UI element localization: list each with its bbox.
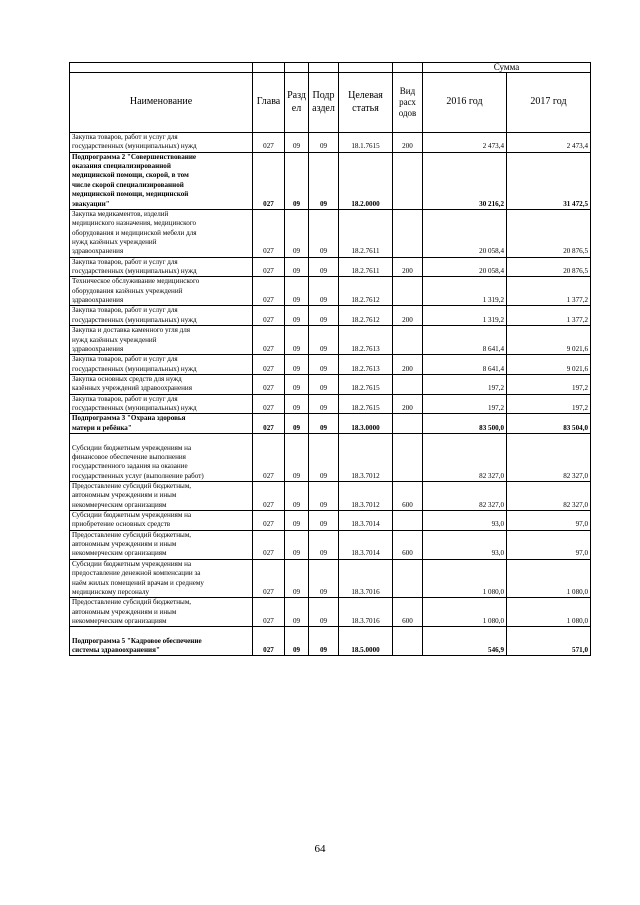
row-chapter: 027: [253, 598, 285, 627]
row-subsection: 09: [309, 152, 339, 209]
row-chapter: 027: [253, 414, 285, 434]
row-target-item: 18.1.7615: [339, 133, 393, 153]
row-amount-2016: 1 319,2: [423, 306, 507, 326]
row-section: 09: [285, 277, 309, 306]
row-amount-2016: 83 500,0: [423, 414, 507, 434]
row-amount-2017: 97,0: [507, 511, 591, 531]
row-chapter: 027: [253, 355, 285, 375]
table-row: [70, 152, 591, 209]
header-expense-type: Вид расх одов: [393, 73, 423, 133]
row-subsection: 09: [309, 326, 339, 355]
row-subsection: 09: [309, 133, 339, 153]
row-target-item: 18.3.7012: [339, 481, 393, 510]
row-amount-2017: 197,2: [507, 374, 591, 394]
header-blank-cell: [393, 63, 423, 73]
row-amount-2017: 197,2: [507, 394, 591, 414]
row-amount-2017: 2 473,4: [507, 133, 591, 153]
row-target-item: 18.2.0000: [339, 152, 393, 209]
row-chapter: 027: [253, 559, 285, 597]
row-amount-2017: 1 377,2: [507, 277, 591, 306]
row-amount-2017: 82 327,0: [507, 434, 591, 482]
row-amount-2017: 571,0: [507, 627, 591, 656]
row-section: 09: [285, 152, 309, 209]
row-amount-2016: 20 058,4: [423, 209, 507, 257]
row-subsection: 09: [309, 277, 339, 306]
header-blank-cell: [253, 63, 285, 73]
row-subsection: 09: [309, 306, 339, 326]
page-number: 64: [314, 843, 326, 855]
row-section: 09: [285, 598, 309, 627]
row-name: Подпрограмма 2 "Совершенствование оказания специализированной медицинской помощи, скорой, в том числе скорой специализированной медицинской помощи, медицинской эвакуации": [70, 152, 253, 209]
row-chapter: 027: [253, 374, 285, 394]
table-row: [70, 326, 591, 355]
row-amount-2016: 546,9: [423, 627, 507, 656]
row-section: 09: [285, 530, 309, 559]
row-expense-type: [393, 374, 423, 394]
header-sum: Сумма: [423, 63, 591, 73]
header-blank-cell: [339, 63, 393, 73]
row-chapter: 027: [253, 511, 285, 531]
row-section: 09: [285, 414, 309, 434]
row-target-item: 18.3.7016: [339, 559, 393, 597]
row-target-item: 18.2.7612: [339, 277, 393, 306]
header-name: Наименование: [70, 73, 253, 133]
table-row: [70, 559, 591, 597]
row-target-item: 18.2.7612: [339, 306, 393, 326]
table-row: [70, 394, 591, 414]
row-expense-type: 200: [393, 306, 423, 326]
header-main-row: [70, 73, 591, 133]
row-name: Закупка и доставка каменного угля для нужд казённых учреждений здравоохранения: [70, 326, 253, 355]
table-row: [70, 414, 591, 434]
row-name: Закупка товаров, работ и услуг для государственных (муниципальных) нужд: [70, 257, 253, 277]
row-name: Субсидии бюджетным учреждениям на финансовое обеспечение выполнения государственного задания на оказание государственных услуг (выполнение работ): [70, 434, 253, 482]
table-row: [70, 598, 591, 627]
row-chapter: 027: [253, 627, 285, 656]
row-amount-2016: 1 080,0: [423, 598, 507, 627]
header-year-2016: 2016 год: [423, 73, 507, 133]
row-chapter: 027: [253, 277, 285, 306]
row-name: Субсидии бюджетным учреждениям на предоставление денежной компенсации за наём жилых помещений врачам и среднему медицинскому персоналу: [70, 559, 253, 597]
row-section: 09: [285, 326, 309, 355]
header-target-item: Целевая статья: [339, 73, 393, 133]
table-row: [70, 355, 591, 375]
row-expense-type: [393, 209, 423, 257]
table-row: [70, 530, 591, 559]
row-amount-2016: 8 641,4: [423, 326, 507, 355]
row-name: Закупка медикаментов, изделий медицинского назначения, медицинского оборудования и медицинской мебели для нужд казённых учреждений здравоохранения: [70, 209, 253, 257]
row-amount-2016: 93,0: [423, 530, 507, 559]
row-amount-2017: 1 080,0: [507, 598, 591, 627]
row-subsection: 09: [309, 511, 339, 531]
row-target-item: 18.3.7012: [339, 434, 393, 482]
row-subsection: 09: [309, 598, 339, 627]
header-blank-cell: [70, 63, 253, 73]
row-expense-type: [393, 152, 423, 209]
row-amount-2016: 8 641,4: [423, 355, 507, 375]
row-section: 09: [285, 257, 309, 277]
row-amount-2016: 1 319,2: [423, 277, 507, 306]
header-section: Разд ел: [285, 73, 309, 133]
row-subsection: 09: [309, 374, 339, 394]
row-amount-2017: 97,0: [507, 530, 591, 559]
row-section: 09: [285, 627, 309, 656]
table-row: [70, 434, 591, 482]
row-section: 09: [285, 374, 309, 394]
header-chapter: Глава: [253, 73, 285, 133]
row-section: 09: [285, 559, 309, 597]
row-name: Предоставление субсидий бюджетным, автономным учреждениям и иным некоммерческим организациям: [70, 481, 253, 510]
row-name: Предоставление субсидий бюджетным, автономным учреждениям и иным некоммерческим организациям: [70, 530, 253, 559]
row-expense-type: 200: [393, 394, 423, 414]
row-amount-2016: 30 216,2: [423, 152, 507, 209]
row-expense-type: [393, 277, 423, 306]
row-amount-2017: 9 021,6: [507, 355, 591, 375]
row-target-item: 18.3.7016: [339, 598, 393, 627]
row-subsection: 09: [309, 394, 339, 414]
row-section: 09: [285, 209, 309, 257]
row-expense-type: 600: [393, 598, 423, 627]
row-expense-type: [393, 326, 423, 355]
row-section: 09: [285, 511, 309, 531]
table-row: [70, 374, 591, 394]
table-body: [70, 133, 591, 656]
row-amount-2016: 197,2: [423, 374, 507, 394]
header-year-2017: 2017 год: [507, 73, 591, 133]
row-amount-2017: 9 021,6: [507, 326, 591, 355]
row-amount-2016: 20 058,4: [423, 257, 507, 277]
row-chapter: 027: [253, 481, 285, 510]
row-subsection: 09: [309, 559, 339, 597]
row-amount-2016: 197,2: [423, 394, 507, 414]
row-section: 09: [285, 355, 309, 375]
row-amount-2016: 1 080,0: [423, 559, 507, 597]
row-name: Закупка товаров, работ и услуг для государственных (муниципальных) нужд: [70, 306, 253, 326]
row-subsection: 09: [309, 257, 339, 277]
row-amount-2017: 20 876,5: [507, 209, 591, 257]
row-subsection: 09: [309, 209, 339, 257]
row-chapter: 027: [253, 394, 285, 414]
header-subsection: Подр аздел: [309, 73, 339, 133]
row-expense-type: [393, 627, 423, 656]
row-target-item: 18.2.7611: [339, 257, 393, 277]
row-amount-2016: 82 327,0: [423, 434, 507, 482]
row-expense-type: [393, 559, 423, 597]
row-name: Закупка основных средств для нужд казённых учреждений здравоохранения: [70, 374, 253, 394]
row-name: Закупка товаров, работ и услуг для государственных (муниципальных) нужд: [70, 133, 253, 153]
row-expense-type: [393, 511, 423, 531]
row-name: Закупка товаров, работ и услуг для государственных (муниципальных) нужд: [70, 355, 253, 375]
row-name: Техническое обслуживание медицинского оборудования казённых учреждений здравоохранения: [70, 277, 253, 306]
row-subsection: 09: [309, 530, 339, 559]
row-amount-2017: 1 377,2: [507, 306, 591, 326]
header-blank-cell: [285, 63, 309, 73]
row-name: Подпрограмма 3 "Охрана здоровья матери и ребёнка": [70, 414, 253, 434]
row-name: Предоставление субсидий бюджетным, автономным учреждениям и иным некоммерческим организациям: [70, 598, 253, 627]
row-amount-2016: 2 473,4: [423, 133, 507, 153]
row-chapter: 027: [253, 306, 285, 326]
row-chapter: 027: [253, 133, 285, 153]
row-name: Подпрограмма 5 "Кадровое обеспечение системы здравоохранения": [70, 627, 253, 656]
table-header: [70, 63, 591, 133]
row-amount-2016: 82 327,0: [423, 481, 507, 510]
row-expense-type: 200: [393, 355, 423, 375]
row-chapter: 027: [253, 530, 285, 559]
row-amount-2017: 83 504,0: [507, 414, 591, 434]
row-target-item: 18.2.7615: [339, 394, 393, 414]
row-amount-2017: 82 327,0: [507, 481, 591, 510]
row-subsection: 09: [309, 627, 339, 656]
table-row: [70, 627, 591, 656]
row-target-item: 18.3.7014: [339, 511, 393, 531]
row-target-item: 18.2.7613: [339, 355, 393, 375]
row-section: 09: [285, 434, 309, 482]
table-row: [70, 133, 591, 153]
row-subsection: 09: [309, 414, 339, 434]
table-row: [70, 277, 591, 306]
row-expense-type: 600: [393, 481, 423, 510]
row-target-item: 18.2.7611: [339, 209, 393, 257]
row-chapter: 027: [253, 152, 285, 209]
row-amount-2017: 1 080,0: [507, 559, 591, 597]
row-target-item: 18.5.0000: [339, 627, 393, 656]
row-target-item: 18.2.7613: [339, 326, 393, 355]
header-blank-cell: [309, 63, 339, 73]
row-amount-2017: 31 472,5: [507, 152, 591, 209]
table-row: [70, 209, 591, 257]
row-name: Закупка товаров, работ и услуг для государственных (муниципальных) нужд: [70, 394, 253, 414]
row-expense-type: 200: [393, 257, 423, 277]
row-chapter: 027: [253, 209, 285, 257]
row-chapter: 027: [253, 434, 285, 482]
row-section: 09: [285, 306, 309, 326]
row-expense-type: 600: [393, 530, 423, 559]
table-row: [70, 481, 591, 510]
row-subsection: 09: [309, 434, 339, 482]
header-top-row: [70, 63, 591, 73]
row-target-item: 18.2.7615: [339, 374, 393, 394]
row-expense-type: [393, 434, 423, 482]
row-subsection: 09: [309, 355, 339, 375]
table-row: [70, 511, 591, 531]
row-expense-type: [393, 414, 423, 434]
table-row: [70, 306, 591, 326]
row-amount-2016: 93,0: [423, 511, 507, 531]
row-section: 09: [285, 481, 309, 510]
budget-table: [69, 62, 591, 656]
row-section: 09: [285, 133, 309, 153]
row-chapter: 027: [253, 257, 285, 277]
row-amount-2017: 20 876,5: [507, 257, 591, 277]
row-target-item: 18.3.7014: [339, 530, 393, 559]
row-chapter: 027: [253, 326, 285, 355]
row-section: 09: [285, 394, 309, 414]
row-subsection: 09: [309, 481, 339, 510]
row-name: Субсидии бюджетным учреждениям на приобретение основных средств: [70, 511, 253, 531]
row-target-item: 18.3.0000: [339, 414, 393, 434]
table-row: [70, 257, 591, 277]
row-expense-type: 200: [393, 133, 423, 153]
